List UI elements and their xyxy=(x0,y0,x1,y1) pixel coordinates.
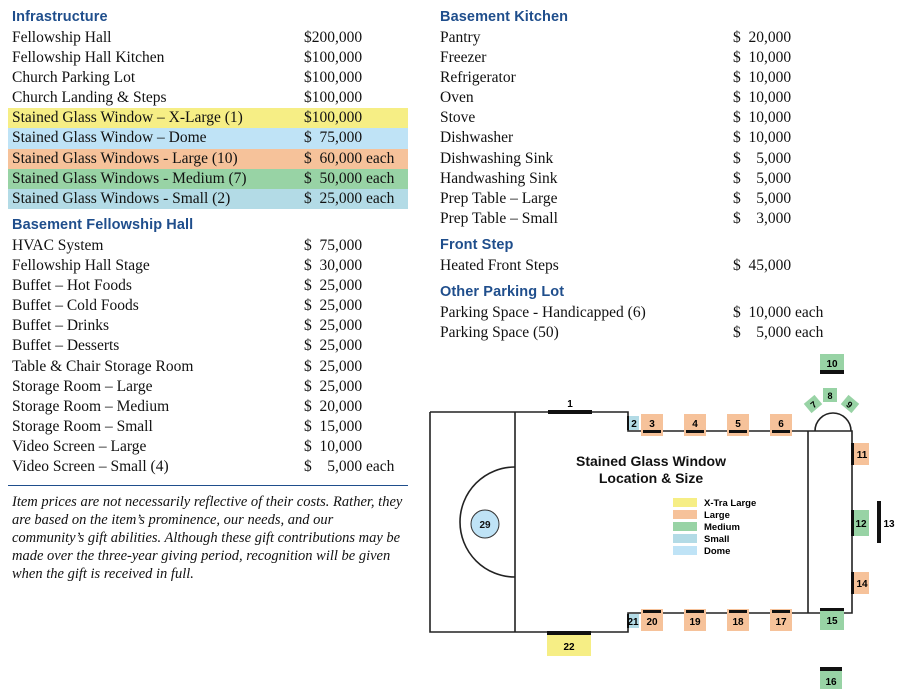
item-price: $ 10,000 xyxy=(733,129,792,147)
item-label: Stained Glass Window – Dome xyxy=(12,129,207,147)
item-label: Stained Glass Window – X-Large (1) xyxy=(12,109,243,127)
item-price: $ 10,000 xyxy=(733,49,792,67)
svg-text:Dome: Dome xyxy=(704,546,731,557)
item-label: Table & Chair Storage Room xyxy=(12,357,194,375)
item-price: $ 10,000 xyxy=(304,437,363,455)
item-label: Stained Glass Windows - Large (10) xyxy=(12,149,238,167)
item-price: $100,000 xyxy=(304,89,363,107)
window-19 xyxy=(684,609,706,631)
svg-text:18: 18 xyxy=(732,617,744,628)
item-price: $100,000 xyxy=(304,69,363,87)
item-label: Buffet – Hot Foods xyxy=(12,277,132,295)
window-17 xyxy=(770,609,792,631)
window-10 xyxy=(820,354,844,374)
item-label: Prep Table – Large xyxy=(440,189,558,207)
item-price: $ 25,000 xyxy=(304,377,363,395)
item-label: Church Landing & Steps xyxy=(12,89,167,107)
window-3 xyxy=(641,414,663,436)
item-label: Freezer xyxy=(440,49,487,67)
window-14 xyxy=(851,572,869,594)
svg-text:8: 8 xyxy=(827,391,833,401)
svg-text:12: 12 xyxy=(855,519,867,530)
item-label: Buffet – Desserts xyxy=(12,337,120,355)
item-price: $ 25,000 each xyxy=(304,189,395,207)
window-21 xyxy=(627,614,639,628)
window-18 xyxy=(727,609,749,631)
item-price: $ 25,000 xyxy=(304,277,363,295)
svg-text:22: 22 xyxy=(563,642,575,653)
item-price: $ 5,000 each xyxy=(733,324,824,342)
window-12 xyxy=(851,510,869,536)
item-label: Prep Table – Small xyxy=(440,209,558,227)
svg-text:19: 19 xyxy=(689,617,701,628)
item-label: Fellowship Hall Kitchen xyxy=(12,49,165,67)
item-price: $ 30,000 xyxy=(304,257,363,275)
item-label: Stained Glass Windows - Medium (7) xyxy=(12,169,247,187)
item-price: $200,000 xyxy=(304,29,363,46)
item-price: $ 10,000 xyxy=(733,89,792,107)
item-label: Refrigerator xyxy=(440,69,516,87)
svg-text:7: 7 xyxy=(808,399,819,411)
svg-text:11: 11 xyxy=(856,450,868,461)
legend-item-medium xyxy=(673,522,740,533)
item-label: Heated Front Steps xyxy=(440,257,559,274)
item-label: Pantry xyxy=(440,29,481,46)
item-price: $ 10,000 xyxy=(733,109,792,127)
item-label: Video Screen – Small (4) xyxy=(12,458,169,476)
window-29 xyxy=(471,510,499,538)
window-5 xyxy=(727,414,749,436)
svg-text:13: 13 xyxy=(883,519,895,530)
section-title-infrastructure: Infrastructure xyxy=(12,9,108,25)
svg-text:17: 17 xyxy=(775,617,787,628)
svg-text:Large: Large xyxy=(704,510,730,521)
item-price: $ 5,000 each xyxy=(304,458,395,476)
section-title-front-step: Front Step xyxy=(440,237,514,253)
item-price: $ 25,000 xyxy=(304,357,363,375)
window-13 xyxy=(877,501,895,543)
svg-text:10: 10 xyxy=(826,359,838,370)
item-price: $ 45,000 xyxy=(733,257,792,274)
item-label: Oven xyxy=(440,89,474,107)
item-label: Storage Room – Small xyxy=(12,417,153,435)
item-price: $ 25,000 xyxy=(304,317,363,335)
svg-text:9: 9 xyxy=(844,399,855,411)
item-label: Fellowship Hall xyxy=(12,29,112,46)
svg-text:20: 20 xyxy=(646,617,658,628)
svg-text:5: 5 xyxy=(735,419,741,430)
item-label: Stove xyxy=(440,109,476,127)
item-price: $ 10,000 each xyxy=(733,304,824,321)
item-price: $ 15,000 xyxy=(304,417,363,435)
section-title-basement-fellowship-hall: Basement Fellowship Hall xyxy=(12,217,194,233)
pricing-note: Item prices are not necessarily reflective of their costs. Rather, they are based on the item’s prominence, our needs, and our community’s gift abilities. Although these gift contributions may be made over the three-year giving period, recognition will be given when the gift is received in full. xyxy=(12,494,403,582)
legend-item-dome xyxy=(673,546,730,557)
svg-text:29: 29 xyxy=(479,520,491,531)
window-20 xyxy=(641,609,663,631)
item-label: Dishwasher xyxy=(440,129,514,147)
window-7 xyxy=(804,395,822,413)
item-label: HVAC System xyxy=(12,237,104,254)
window-22 xyxy=(547,631,591,656)
window-8 xyxy=(823,388,837,402)
window-9 xyxy=(841,395,859,413)
svg-text:Small: Small xyxy=(704,534,730,545)
svg-text:Medium: Medium xyxy=(704,522,740,533)
item-price: $ 75,000 xyxy=(304,237,363,254)
item-label: Storage Room – Large xyxy=(12,377,153,395)
item-price: $ 20,000 xyxy=(733,29,792,46)
svg-text:15: 15 xyxy=(826,616,838,627)
item-price: $100,000 xyxy=(304,109,363,127)
window-4 xyxy=(684,414,706,436)
item-label: Church Parking Lot xyxy=(12,69,136,87)
svg-text:X-Tra Large: X-Tra Large xyxy=(704,498,757,509)
svg-text:14: 14 xyxy=(856,579,868,590)
item-price: $ 5,000 xyxy=(733,189,792,207)
section-title-other-parking-lot: Other Parking Lot xyxy=(440,284,565,300)
item-price: $ 25,000 xyxy=(304,297,363,315)
item-price: $ 75,000 xyxy=(304,129,363,147)
svg-text:3: 3 xyxy=(649,419,655,430)
diagram-title-line1: Stained Glass Window xyxy=(575,453,727,469)
legend-item-large xyxy=(673,510,730,521)
item-price: $ 50,000 each xyxy=(304,169,395,187)
window-2 xyxy=(627,416,639,430)
window-6 xyxy=(770,414,792,436)
window-16 xyxy=(820,667,842,689)
diagram-title-line2: Location & Size xyxy=(598,470,704,486)
svg-text:21: 21 xyxy=(627,617,639,628)
window-11 xyxy=(851,443,869,465)
item-label: Storage Room – Medium xyxy=(12,397,170,415)
item-price: $ 3,000 xyxy=(733,209,792,227)
item-price: $ 5,000 xyxy=(733,149,792,167)
item-price: $ 25,000 xyxy=(304,337,363,355)
item-price: $100,000 xyxy=(304,49,363,67)
item-label: Dishwashing Sink xyxy=(440,149,554,167)
svg-text:2: 2 xyxy=(631,419,637,430)
svg-text:16: 16 xyxy=(825,677,837,688)
svg-text:6: 6 xyxy=(778,419,784,430)
item-label: Buffet – Cold Foods xyxy=(12,297,139,315)
svg-text:1: 1 xyxy=(567,399,573,410)
dome-arch xyxy=(815,413,851,431)
item-price: $ 20,000 xyxy=(304,397,363,415)
diagram-legend xyxy=(673,498,756,557)
item-price: $ 60,000 each xyxy=(304,149,395,167)
item-label: Stained Glass Windows - Small (2) xyxy=(12,189,231,207)
window-15 xyxy=(820,608,844,630)
legend-item-small xyxy=(673,534,729,545)
item-label: Fellowship Hall Stage xyxy=(12,257,150,275)
item-label: Parking Space (50) xyxy=(440,324,559,342)
window-1 xyxy=(548,399,592,414)
item-price: $ 10,000 xyxy=(733,69,792,87)
item-price: $ 5,000 xyxy=(733,169,792,187)
legend-item-x-tra-large xyxy=(673,498,756,509)
item-label: Video Screen – Large xyxy=(12,437,147,455)
section-title-basement-kitchen: Basement Kitchen xyxy=(440,9,569,25)
svg-text:4: 4 xyxy=(692,419,698,430)
item-label: Buffet – Drinks xyxy=(12,317,110,335)
item-label: Handwashing Sink xyxy=(440,169,558,187)
item-label: Parking Space - Handicapped (6) xyxy=(440,304,646,321)
